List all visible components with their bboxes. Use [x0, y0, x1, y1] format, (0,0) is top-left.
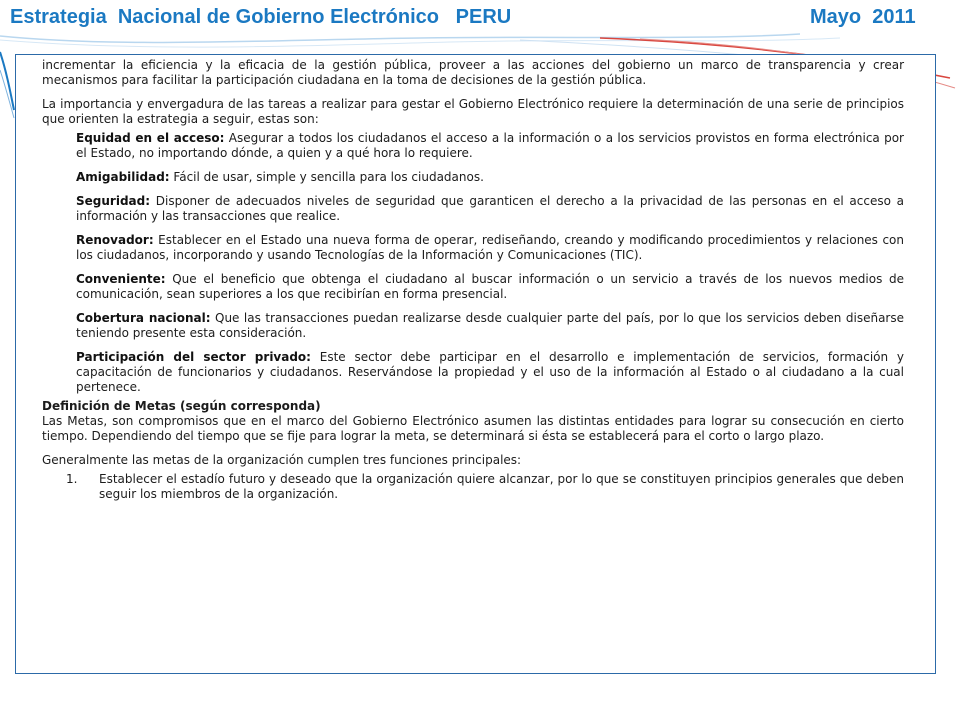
intro-paragraph: incrementar la eficiencia y la eficacia de la gestión pública, proveer a las acciones del gobierno un marco de transparencia y crear mecanismos para facilitar la participación ciudadana en la toma de decisiones de la gestión pública. — [42, 58, 904, 87]
principle-text: Este sector debe participar en el desarrollo e implementación de servicios, formación y capacitación de funcionarios y ciudadanos. Reservándose la propiedad y el uso de la información al Estado o al ciudadano a la cual pertenece. — [76, 350, 904, 394]
principle-renovador — [42, 233, 904, 263]
principle-text: Que las transacciones puedan realizarse desde cualquier parte del país, por lo que los servicios deben diseñarse teniendo presente esta consideración. — [76, 311, 904, 340]
principle-text: Establecer en el Estado una nueva forma de operar, rediseñando, creando y modificando procedimientos y relaciones con los ciudadanos, incorporando y usando Tecnologías de la Información y Comunicaciones (TIC). — [76, 233, 904, 262]
principle-term: Conveniente: — [76, 272, 166, 286]
principle-term: Participación del sector privado: — [76, 350, 311, 364]
principle-text: Fácil de usar, simple y sencilla para los ciudadanos. — [169, 170, 484, 184]
functions-intro: Generalmente las metas de la organización cumplen tres funciones principales: — [42, 453, 522, 467]
principle-text: Asegurar a todos los ciudadanos el acceso a la información o a los servicios provistos en forma electrónica por el Estado, no importando dónde, a quien y a qué hora lo requiere. — [76, 131, 904, 160]
principle-term: Seguridad: — [76, 194, 151, 208]
principle-text: Disponer de adecuados niveles de seguridad que garanticen el derecho a la privacidad de las personas en el acceso a información y las transacciones que realice. — [76, 194, 904, 223]
principles-intro: La importancia y envergadura de las tareas a realizar para gestar el Gobierno Electrónico requiere la determinación de una serie de principios que orienten la estrategia a seguir, estas son: — [42, 97, 904, 126]
principle-equidad — [42, 131, 904, 161]
principle-term: Renovador: — [76, 233, 154, 247]
list-number: 1. — [66, 472, 78, 486]
principle-text: Que el beneficio que obtenga el ciudadano al buscar información o un servicio a través de los nuevos medios de comunicación, sean superiores a los que recibirían en forma presencial. — [76, 272, 904, 301]
document-body — [42, 58, 904, 502]
presentation-title: Estrategia Nacional de Gobierno Electrónico PERU — [10, 6, 512, 28]
metas-paragraph: Las Metas, son compromisos que en el marco del Gobierno Electrónico asumen las distintas entidades para lograr su consecución en cierto tiempo. Dependiendo del tiempo que se fije para lograr la meta, se determinará si ésta se establecerá para el corto o largo plazo. — [42, 414, 904, 443]
principle-sector-privado — [42, 350, 904, 395]
principle-seguridad — [42, 194, 904, 224]
principle-term: Cobertura nacional: — [76, 311, 211, 325]
principle-cobertura — [42, 311, 904, 341]
metas-heading: Definición de Metas (según corresponda) — [42, 399, 321, 413]
document-scan-frame — [15, 54, 936, 674]
principle-conveniente — [42, 272, 904, 302]
principle-term: Equidad en el acceso: — [76, 131, 225, 145]
principle-term: Amigabilidad: — [76, 170, 170, 184]
list-text: Establecer el estadío futuro y deseado que la organización quiere alcanzar, por lo que se constituyen principios generales que deben seguir los miembros de la organización. — [99, 472, 904, 501]
principle-amigabilidad — [42, 170, 904, 185]
list-item — [66, 472, 904, 502]
presentation-date: Mayo 2011 — [810, 6, 916, 28]
